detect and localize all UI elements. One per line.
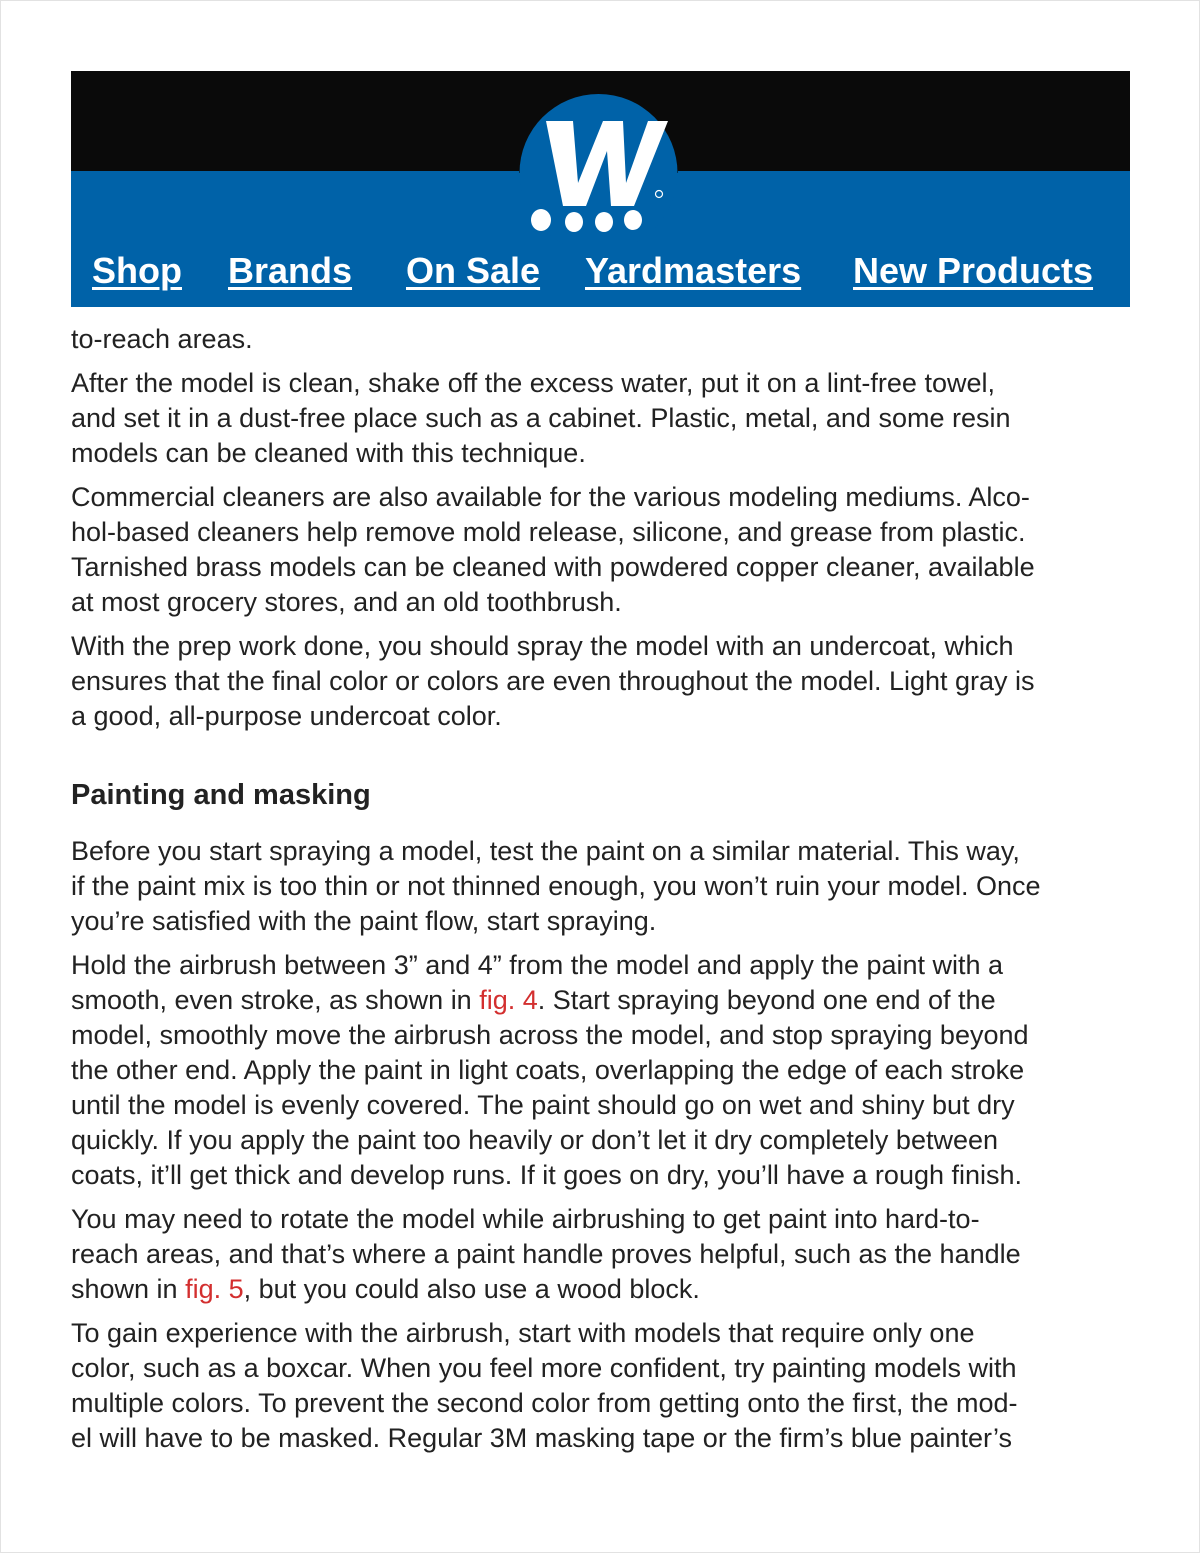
text-line: You may need to rotate the model while airbrushing to get paint into hard-to- <box>71 1204 980 1234</box>
nav-yardmasters-link[interactable]: Yardmasters <box>585 250 802 291</box>
nav-new-products-link[interactable]: New Products <box>853 250 1094 291</box>
nav-on-sale-link[interactable]: On Sale <box>406 250 541 291</box>
text-line: To gain experience with the airbrush, start with models that require only one <box>71 1318 975 1348</box>
site-header-banner <box>71 71 1130 307</box>
text-line: hol-based cleaners help remove mold release, silicone, and grease from plastic. <box>71 517 1026 547</box>
text-segment: . Start spraying beyond one end of the <box>537 985 996 1015</box>
text-line: until the model is evenly covered. The paint should go on wet and shiny but dry <box>71 1090 1015 1120</box>
paragraph-cleaning <box>71 366 1131 471</box>
paragraph-commercial-cleaners <box>71 480 1131 620</box>
text-line: to-reach areas. <box>71 324 253 354</box>
paragraph-paint-handle <box>71 1202 1131 1307</box>
paragraph-airbrush-technique <box>71 948 1131 1193</box>
text-line: After the model is clean, shake off the excess water, put it on a lint-free towel, <box>71 368 995 398</box>
text-line: Commercial cleaners are also available for the various modeling mediums. Alco- <box>71 482 1030 512</box>
w-logo-icon[interactable] <box>519 94 678 244</box>
paragraph-masking <box>71 1316 1131 1456</box>
text-line: if the paint mix is too thin or not thinned enough, you won’t ruin your model. Once <box>71 871 1041 901</box>
text-line: and set it in a dust-free place such as a cabinet. Plastic, metal, and some resin <box>71 403 1011 433</box>
text-segment: smooth, even stroke, as shown in <box>71 985 480 1015</box>
text-line: With the prep work done, you should spray the model with an undercoat, which <box>71 631 1014 661</box>
text-line: models can be cleaned with this technique. <box>71 438 586 468</box>
section-heading: Painting and masking <box>71 779 371 811</box>
text-line: at most grocery stores, and an old toothbrush. <box>71 587 622 617</box>
nav-shop-link[interactable]: Shop <box>92 250 182 291</box>
text-line: multiple colors. To prevent the second color from getting onto the first, the mod- <box>71 1388 1018 1418</box>
text-segment: , but you could also use a wood block. <box>243 1274 700 1304</box>
text-line: model, smoothly move the airbrush across the model, and stop spraying beyond <box>71 1020 1029 1050</box>
text-line <box>71 983 1131 1018</box>
nav-brands-link[interactable]: Brands <box>228 250 353 291</box>
text-line: the other end. Apply the paint in light coats, overlapping the edge of each stroke <box>71 1055 1025 1085</box>
text-line: color, such as a boxcar. When you feel more confident, try painting models with <box>71 1353 1017 1383</box>
main-nav <box>71 249 1130 297</box>
text-line: coats, it’ll get thick and develop runs. If it goes on dry, you’ll have a rough finish. <box>71 1160 1023 1190</box>
text-line: a good, all-purpose undercoat color. <box>71 701 502 731</box>
text-line: Hold the airbrush between 3” and 4” from the model and apply the paint with a <box>71 950 1004 980</box>
text-line: Tarnished brass models can be cleaned with powdered copper cleaner, available <box>71 552 1035 582</box>
text-line: el will have to be masked. Regular 3M masking tape or the firm’s blue painter’s <box>71 1423 1012 1453</box>
paragraph-undercoat <box>71 629 1131 734</box>
paragraph-continued <box>71 322 1131 357</box>
article-body <box>71 322 1131 1465</box>
text-line: Before you start spraying a model, test the paint on a similar material. This way, <box>71 836 1020 866</box>
text-line: ensures that the final color or colors are even throughout the model. Light gray is <box>71 666 1035 696</box>
text-line: quickly. If you apply the paint too heavily or don’t let it dry completely between <box>71 1125 999 1155</box>
text-line: reach areas, and that’s where a paint handle proves helpful, such as the handle <box>71 1239 1021 1269</box>
paragraph-test-paint <box>71 834 1131 939</box>
text-segment: shown in <box>71 1274 186 1304</box>
text-line: you’re satisfied with the paint flow, start spraying. <box>71 906 657 936</box>
text-line <box>71 1272 1131 1307</box>
fig-4-link[interactable]: fig. 4 <box>479 985 538 1015</box>
fig-5-link[interactable]: fig. 5 <box>185 1274 244 1304</box>
